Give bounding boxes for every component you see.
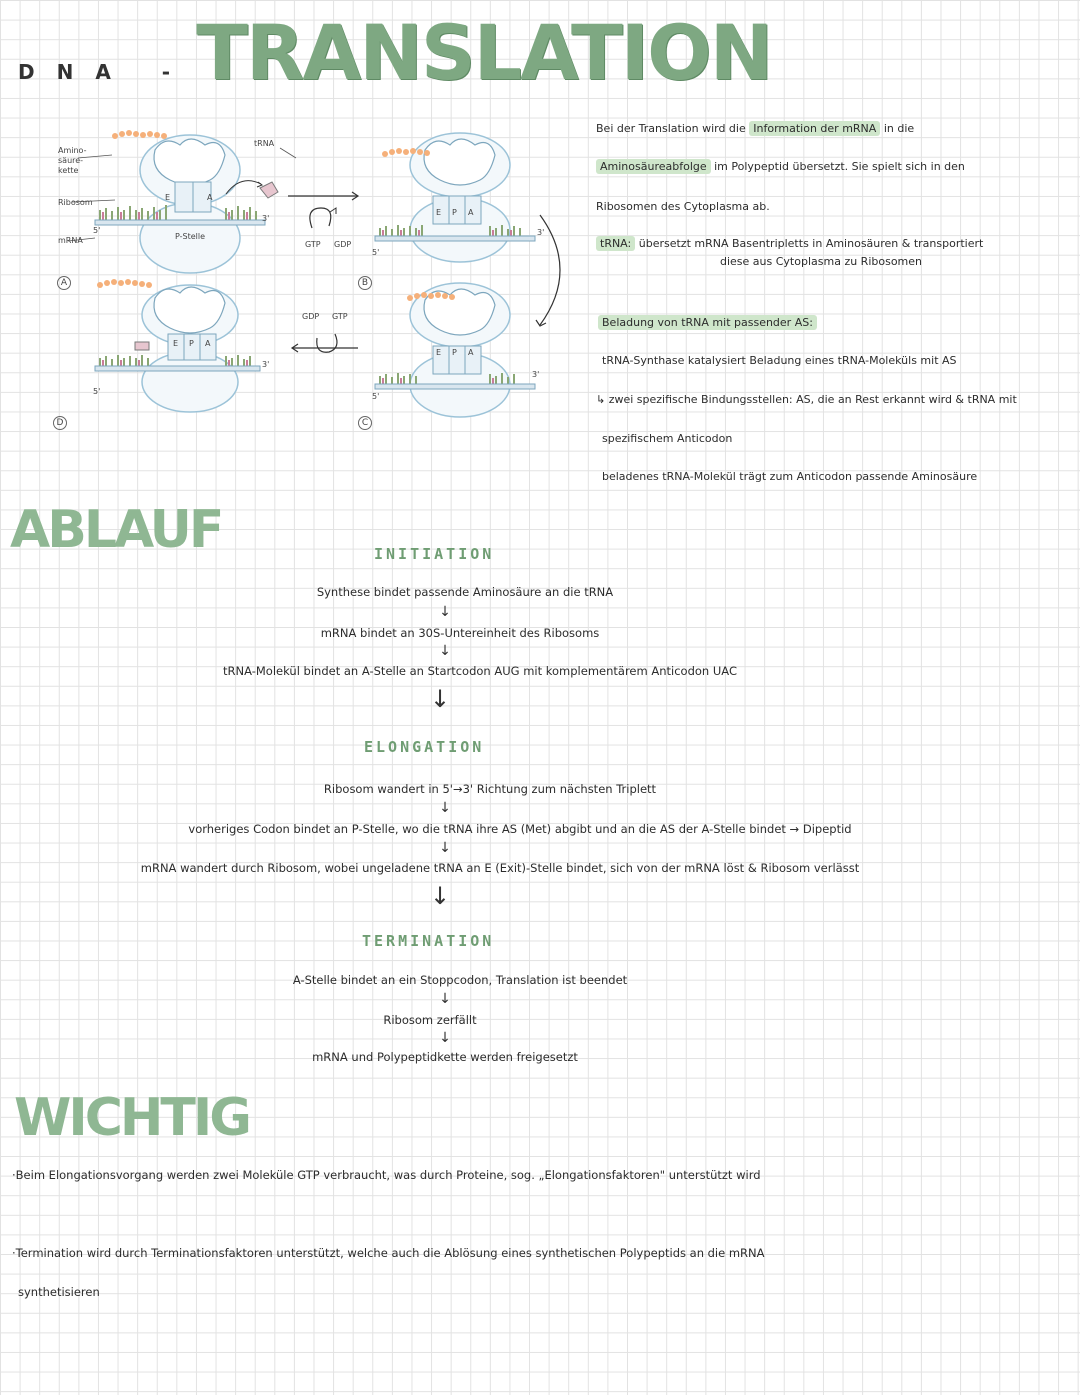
label-site-e-c: E: [436, 348, 442, 357]
note-loading-highlight: Beladung von tRNA mit passender AS:: [598, 315, 817, 330]
wichtig-heading: WICHTIG: [14, 1088, 249, 1148]
note-trna: [596, 237, 983, 250]
label-site-p-d: P: [189, 339, 194, 348]
label-3prime-c: 3': [532, 370, 540, 379]
panel-letter-b: B: [358, 276, 372, 290]
label-site-p-c: P: [452, 348, 457, 357]
reaction-gdp-top: GDP: [334, 240, 352, 249]
label-amino-chain: Amino-säure-kette: [58, 146, 87, 175]
initiation-arrow-big: ↓: [429, 685, 451, 713]
wichtig-point-1: ·Beim Elongationsvorgang werden zwei Moleküle GTP verbraucht, was durch Proteine, sog. „Elongationsfaktoren" unterstützt wird: [12, 1168, 761, 1182]
label-5prime-b: 5': [372, 248, 380, 257]
termination-heading: TERMINATION: [362, 932, 495, 950]
panel-a: [95, 130, 278, 273]
gtp-cycle-bottom: [317, 334, 337, 352]
translation-diagram: [40, 120, 580, 440]
label-site-a-b: A: [468, 208, 474, 217]
label-site-a-d: A: [205, 339, 211, 348]
termination-line-3: mRNA und Polypeptidkette werden freigesetzt: [312, 1050, 578, 1064]
label-mrna: mRNA: [58, 236, 83, 245]
label-trna: tRNA: [254, 139, 275, 148]
wichtig-point-2: ·Termination wird durch Terminationsfaktoren unterstützt, welche auch die Ablösung eines synthetischen Polypeptids an die mRNA: [12, 1246, 765, 1260]
initiation-heading: INITIATION: [374, 545, 495, 563]
elongation-line-1: Ribosom wandert in 5'→3' Richtung zum nächsten Triplett: [323, 782, 657, 796]
initiation-arrow-2: ↓: [439, 643, 451, 659]
label-site-p-b: P: [452, 208, 457, 217]
panel-letter-d: D: [53, 416, 67, 430]
initiation-line-2: mRNA bindet an 30S-Untereinheit des Ribosoms: [320, 626, 600, 640]
page-title: [18, 8, 771, 97]
wichtig-point-2-cont: synthetisieren: [18, 1285, 100, 1299]
label-site-a-c: A: [468, 348, 474, 357]
initiation-line-3: tRNA-Molekül bindet an A-Stelle an Startcodon AUG mit komplementärem Anticodon UAC: [223, 664, 737, 678]
title-main: TRANSLATION: [196, 8, 772, 97]
label-3prime-a: 3': [262, 214, 270, 223]
elongation-heading: ELONGATION: [364, 738, 485, 756]
label-p-site: P-Stelle: [174, 232, 206, 241]
elongation-arrow-1: ↓: [439, 800, 451, 816]
note-line-2: [596, 160, 965, 173]
elongation-line-2: vorheriges Codon bindet an P-Stelle, wo die tRNA ihre AS (Met) abgibt und an die AS der A-Stelle bindet → Dipeptid: [188, 822, 852, 836]
label-site-e-d: E: [173, 339, 179, 348]
termination-line-1: A-Stelle bindet an ein Stoppcodon, Translation ist beendet: [292, 973, 628, 987]
termination-arrow-1: ↓: [439, 991, 451, 1007]
title-prefix: DNA -: [18, 60, 193, 84]
elongation-line-3: mRNA wandert durch Ribosom, wobei ungeladene tRNA an E (Exit)-Stelle bindet, sich von der mRNA löst & Ribosom verlässt: [140, 861, 860, 875]
ablauf-heading: ABLAUF: [10, 500, 222, 560]
note-line-2-end: im Polypeptid übersetzt. Sie spielt sich in den: [714, 160, 965, 173]
reaction-gtp-bottom: GTP: [332, 312, 348, 321]
note-line-2-highlight: Aminosäureabfolge: [596, 159, 711, 174]
label-site-a: A: [207, 193, 213, 202]
panel-letter-c: C: [358, 416, 372, 430]
label-5prime-c: 5': [372, 392, 380, 401]
initiation-arrow-1: ↓: [439, 604, 451, 620]
elongation-arrow-2: ↓: [439, 840, 451, 856]
note-line-1-start: Bei der Translation wird die: [596, 122, 746, 135]
label-3prime-d: 3': [262, 360, 270, 369]
note-trna-label: tRNA:: [596, 236, 635, 251]
note-line-1-end: in die: [883, 122, 915, 135]
elongation-arrow-big: ↓: [429, 882, 451, 910]
note-line-3: Ribosomen des Cytoplasma ab.: [596, 200, 770, 213]
label-ribosome: Ribosom: [58, 198, 93, 207]
reaction-gtp-top: GTP: [305, 240, 321, 249]
panel-letter-a: A: [57, 276, 71, 290]
termination-arrow-2: ↓: [439, 1030, 451, 1046]
note-loading-4: beladenes tRNA-Molekül trägt zum Anticodon passende Aminosäure: [602, 470, 978, 483]
label-site-e-b: E: [436, 208, 442, 217]
label-3prime-b: 3': [537, 228, 545, 237]
gtp-cycle-top: [310, 208, 331, 228]
label-site-e: E: [165, 193, 171, 202]
note-line-1: [596, 122, 914, 135]
panel-b: [375, 133, 535, 262]
note-trna-text-1: übersetzt mRNA Basentripletts in Aminosäuren & transportiert: [638, 237, 984, 250]
initiation-line-1: Synthese bindet passende Aminosäure an die tRNA: [316, 585, 614, 599]
label-5prime-a: 5': [93, 226, 101, 235]
note-loading-heading: [598, 316, 817, 329]
note-loading-2: ↳ zwei spezifische Bindungsstellen: AS, die an Rest erkannt wird & tRNA mit: [596, 393, 1017, 406]
note-loading-3: spezifischem Anticodon: [602, 432, 733, 445]
label-5prime-d: 5': [93, 387, 101, 396]
note-loading-1: tRNA-Synthase katalysiert Beladung eines tRNA-Moleküls mit AS: [602, 354, 957, 367]
note-line-1-highlight: Information der mRNA: [749, 121, 880, 136]
termination-line-2: Ribosom zerfällt: [383, 1013, 477, 1027]
note-trna-text-2: diese aus Cytoplasma zu Ribosomen: [720, 255, 923, 268]
reaction-gdp-bottom: GDP: [302, 312, 320, 321]
